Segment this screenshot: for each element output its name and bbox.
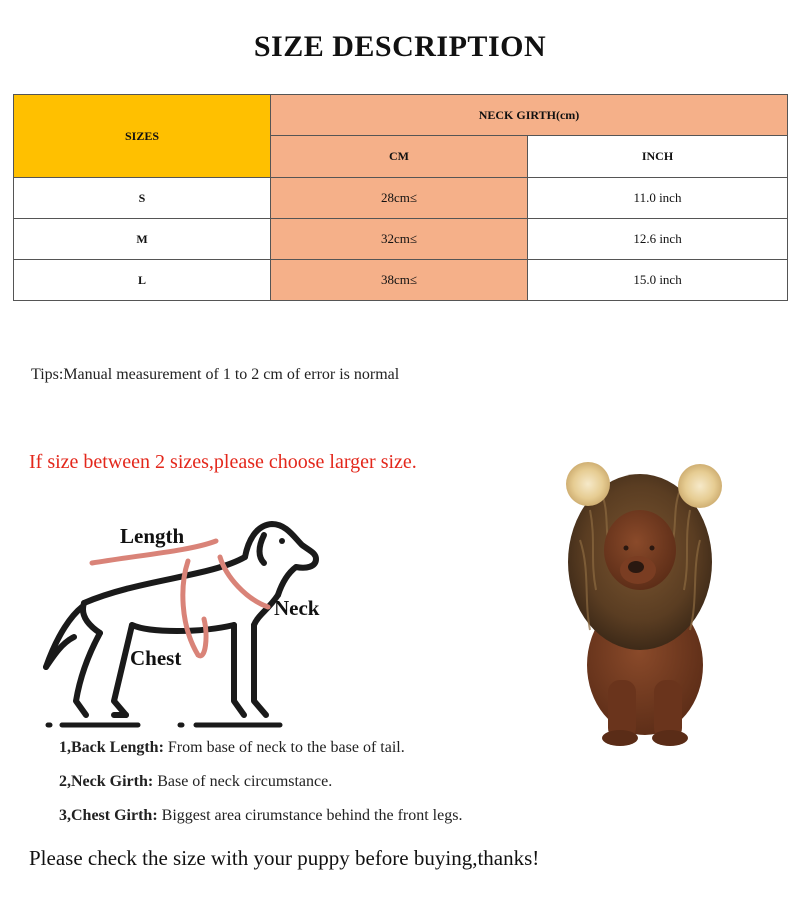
sizes-header: SIZES: [14, 95, 271, 178]
note-label: 1,Back Length:: [59, 739, 164, 756]
measurement-notes: [59, 738, 462, 840]
cm-cell: 28cm≤: [271, 178, 528, 219]
cm-cell: 38cm≤: [271, 260, 528, 301]
note-back-length: [59, 738, 462, 772]
cm-header: CM: [271, 136, 528, 178]
size-cell: M: [14, 219, 271, 260]
dog-nose-icon: [628, 561, 644, 573]
size-table: [13, 94, 788, 301]
dog-eye-icon: [279, 538, 285, 544]
footer-text: Please check the size with your puppy before buying,thanks!: [29, 846, 540, 870]
note-text: From base of neck to the base of tail.: [163, 739, 405, 756]
right-ear-icon: [678, 464, 722, 508]
note-text: Biggest area cirumstance behind the front legs.: [157, 807, 463, 824]
lion-mane-dog-photo: [560, 450, 730, 750]
note-text: Base of neck circumstance.: [153, 773, 333, 790]
inch-cell: 15.0 inch: [528, 260, 788, 301]
page-title: SIZE DESCRIPTION: [253, 30, 547, 63]
tips-text: Tips:Manual measurement of 1 to 2 cm of error is normal: [31, 366, 400, 383]
table-row: [14, 260, 788, 301]
neck-girth-header: NECK GIRTH(cm): [271, 95, 788, 136]
cm-cell: 32cm≤: [271, 219, 528, 260]
chest-label: Chest: [130, 646, 182, 670]
size-advice: If size between 2 sizes,please choose larger size.: [29, 451, 417, 473]
note-label: 3,Chest Girth:: [59, 807, 158, 824]
note-label: 2,Neck Girth:: [59, 773, 154, 790]
size-cell: L: [14, 260, 271, 301]
note-chest-girth: [59, 806, 462, 840]
inch-cell: 12.6 inch: [528, 219, 788, 260]
table-row: [14, 178, 788, 219]
inch-cell: 11.0 inch: [528, 178, 788, 219]
left-ear-icon: [566, 462, 610, 506]
length-label: Length: [120, 524, 185, 548]
note-neck-girth: [59, 772, 462, 806]
neck-label: Neck: [274, 596, 320, 620]
table-header-row: [14, 95, 788, 136]
size-cell: S: [14, 178, 271, 219]
table-row: [14, 219, 788, 260]
inch-header: INCH: [528, 136, 788, 178]
dog-measurement-diagram: [40, 515, 340, 730]
